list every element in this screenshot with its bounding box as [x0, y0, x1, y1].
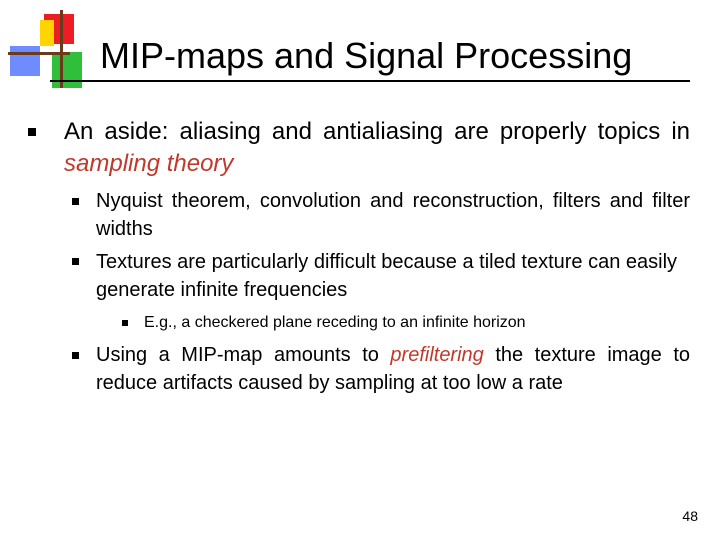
logo-yellow-square: [40, 20, 54, 46]
logo-blue-square: [10, 46, 40, 76]
title-underline: [50, 80, 690, 82]
sub-bullet-text: [96, 341, 690, 397]
slide-title: MIP-maps and Signal Processing: [100, 35, 633, 76]
sub-bullet-emphasis: prefiltering: [390, 344, 484, 366]
logo-vertical-line: [60, 10, 63, 88]
bullet-emphasis: sampling theory: [64, 150, 234, 177]
bullet-text-main: An aside: aliasing and antialiasing are properly topics in: [64, 118, 690, 145]
bullet-marker: [28, 128, 36, 136]
sub-bullet-marker: [72, 258, 79, 265]
logo-horizontal-line: [8, 52, 70, 55]
page-number: 48: [682, 508, 698, 524]
bullet-text: [64, 116, 690, 180]
slide-logo: [0, 0, 100, 90]
sub-bullet-marker: [72, 352, 79, 359]
sub-bullet-text-end: the texture image to reduce artifacts caused by sampling at too low a rate: [96, 344, 690, 394]
sub-bullet-text: Textures are particularly difficult because a tiled texture can easily generate infinite frequencies: [96, 251, 678, 301]
logo-green-square: [52, 52, 82, 88]
sub-sub-bullet-marker: [122, 320, 128, 326]
sub-sub-bullet-text: E.g., a checkered plane receding to an infinite horizon: [144, 314, 526, 331]
sub-bullet-text-start: Using a MIP-map amounts to: [96, 344, 391, 366]
sub-bullet-text: Nyquist theorem, convolution and reconstruction, filters and filter widths: [96, 190, 690, 240]
sub-bullet-marker: [72, 198, 79, 205]
